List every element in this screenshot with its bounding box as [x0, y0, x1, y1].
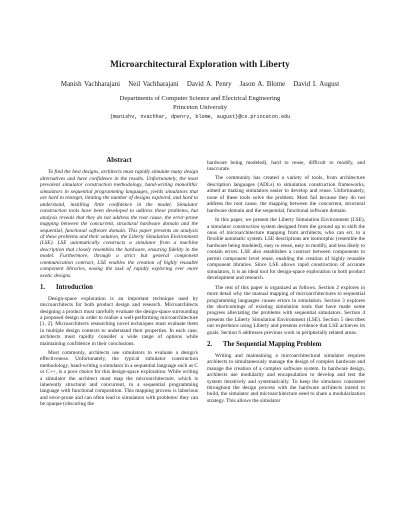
- section-heading-introduction: [40, 285, 198, 291]
- paragraph: In this paper, we present the Liberty Simulation Environment (LSE), a simulator construction system designed from the ground up to shift the onus of microarchitecture mapping from architects, who can err, to a flexible automatic system. LSE descriptions are isomorphic (resemble the hardware being modeled), easy to reuse, easy to modify, and less likely to contain errors. LSE also establishes a contract between components to permit component level reuse, enabling the creation of highly reusable component libraries. Since LSE allows rapid construction of accurate simulators, it is an ideal tool for design-space exploration in both product development and research.: [207, 217, 365, 282]
- paragraph: Design-space exploration is an important technique used by microarchitects for both product design and research. Microarchitects designing a product must carefully evaluate the design-space surrounding a proposed design in order to realize a well-performing microarchitecture [1, 2]. Microarchitects researching novel techniques must evaluate them in multiple design contexts to understand their properties. In each case, architects must rapidly consider a wide range of options while maintaining confidence in their conclusions.: [40, 295, 198, 347]
- section-title: Introduction: [56, 284, 93, 292]
- affiliation-department: Departments of Computer Science and Electrical Engineering: [119, 95, 281, 102]
- paper-title: Microarchitectural Exploration with Liberty: [110, 60, 290, 70]
- left-column: [40, 158, 198, 410]
- paragraph: Most commonly, architects use simulators to evaluate a design's effectiveness. Unfortunately, the typical simulator construction methodology, hand-writing a simulator in a sequential language such as C or C++, is a poor choice for this design-space exploration. While writing a simulator the architect must map the microarchitecture, which is inherently structural and concurrent, to a sequential programming language with functional composition. This mapping process is laborious and error-prone and can often lead to simulators with problems: they can be opaque (obscuring the: [40, 349, 199, 408]
- paragraph: hardware being modeled), hard to reuse, difficult to modify, and inaccurate.: [207, 160, 365, 173]
- affiliation-university: Princeton University: [173, 104, 227, 111]
- paragraph: Writing and maintaining a microarchitectural simulator requires architects to simultaneously manage the design of complex hardware and manage the creation of a complex software system. In hardware design, architects use modularity and encapsulation to develop and test the system iteratively and systematically. To keep the simulator consistent throughout the design process with the hardware architects intend to build, the simulator and microarchitecture need to share a modularization strategy. This allows the simulator: [207, 352, 365, 404]
- section-heading-sequential-mapping: [207, 342, 365, 348]
- abstract-heading: Abstract: [106, 157, 132, 164]
- right-column: [207, 160, 365, 407]
- section-number: 1.: [40, 284, 46, 292]
- paragraph: The rest of this paper is organized as follows. Section 2 explores in more detail why the manual mapping of microarchitectures to sequential programming languages causes errors in simulation. Section 3 explores the shortcomings of existing simulation tools that have made some progress alleviating the problems with sequential simulators. Section 4 presents the Liberty Simulation Environment (LSE). Section 5 describes our experience using Liberty and presents evidence that LSE achieves its goals. Section 6 addresses previous work in peripherally related areas.: [207, 284, 365, 336]
- author-list: Manish Vachharajani Neil Vachharajani David A. Penry Jason A. Blome David I. August: [60, 81, 340, 88]
- abstract-text: To find the best designs, architects must rapidly simulate many design alternatives and have confidence in the results. Unfortunately, the most prevalent simulator construction methodology, hand-writing monolithic simulators in sequential programming languages, yields simulators that are hard to retarget, limiting the number of designs explored, and hard to understand, instilling little confidence in the model. Simulator construction tools have been developed to address these problems, but analysis reveals that they do not address the root cause, the error-prone mapping between the concurrent, structural hardware domain and the sequential, functional software domain. This paper presents an analysis of these problems and their solution, the Liberty Simulation Environment (LSE). LSE automatically constructs a simulator from a machine description that closely resembles the hardware, ensuring fidelity in the model. Furthermore, through a strict but general component communication contract, LSE enables the creation of highly reusable component libraries, easing the task of rapidly exploring ever more exotic designs.: [40, 169, 198, 279]
- paragraph: The community has created a variety of tools, from architecture description languages (ADLs) to simulation construction frameworks, aimed at making simulators easier to develop and reuse. Unfortunately, none of these tools solve the problem. Most fail because they do not address the root cause, the mapping between the concurrent, structural hardware domain and the sequential, functional software domain.: [207, 175, 365, 214]
- section-number: 2.: [207, 341, 213, 349]
- section-title: The Sequential Mapping Problem: [223, 341, 322, 349]
- author-emails: {manishv, nvachhar, dpenry, blome, august}@cs.princeton.edu: [109, 114, 291, 120]
